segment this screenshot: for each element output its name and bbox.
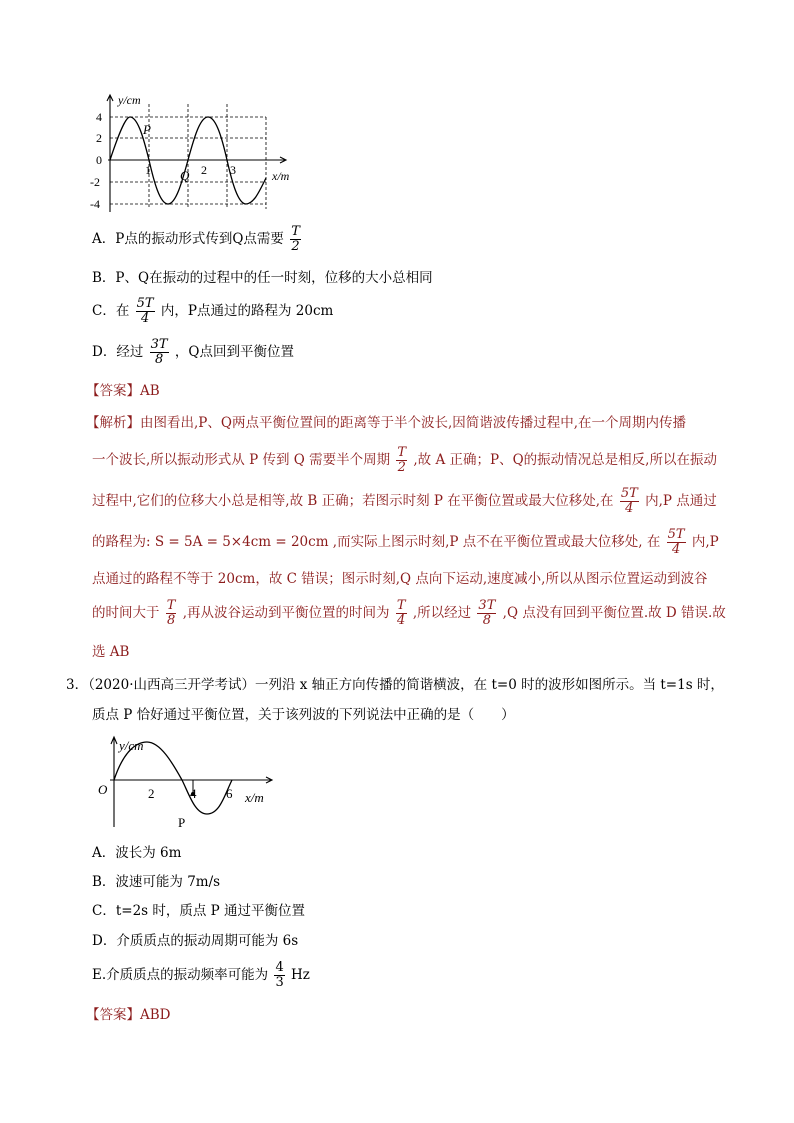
analysis-fraction: [166, 599, 177, 628]
fraction-numerator: 5T: [136, 296, 154, 311]
fraction-numerator: 5T: [667, 527, 685, 542]
q2-analysis-line-5: [92, 569, 707, 589]
q2-option-a-fraction: [290, 225, 301, 254]
q2-option-c-fraction: [136, 297, 155, 326]
q3-point-p: P: [178, 815, 186, 830]
q3-option-e-fraction: [274, 961, 284, 990]
fraction-denominator: 8: [166, 613, 176, 628]
q2-option-b-text: B．P、Q在振动的过程中的任一时刻，位移的大小总相同: [92, 270, 433, 286]
analysis-text: 一个波长,所以振动形式从 P 传到 Q 需要半个周期: [92, 452, 391, 468]
q2-option-d-fraction: [150, 338, 169, 367]
fraction-denominator: 8: [482, 613, 492, 628]
fraction-denominator: 2: [291, 239, 300, 254]
q2-ytick-neg2: -2: [90, 175, 100, 189]
analysis-text: 内,P 点通过: [645, 493, 717, 509]
q2-analysis-line-6: [92, 599, 726, 628]
q3-wave-graph: [92, 732, 292, 832]
q3-option-e-pre: E.介质质点的振动频率可能为: [92, 967, 269, 983]
fraction-numerator: 3T: [478, 598, 496, 613]
analysis-fraction: [477, 599, 496, 628]
q3-stem-line-1: [66, 675, 724, 695]
analysis-text: ,Q 点没有回到平衡位置.故 D 错误.故: [502, 605, 726, 621]
q2-analysis-line-4: [92, 528, 719, 557]
analysis-text: 的路程为: S = 5A = 5×4cm = 20cm ,而实际上图示时刻,P 点不在平衡位置或最大位移处, 在: [92, 534, 661, 550]
q2-option-c-pre: C．在: [92, 303, 130, 319]
q2-xtick-2: 2: [201, 163, 207, 177]
analysis-fraction: [667, 528, 686, 557]
q2-ytick-0: 0: [96, 153, 102, 167]
fraction-denominator: 4: [671, 542, 681, 557]
fraction-numerator: T: [397, 445, 407, 460]
q3-option-d: D．介质质点的振动周期可能为 6s: [92, 933, 299, 949]
q2-analysis-line-2: [92, 446, 717, 475]
fraction-denominator: 4: [397, 613, 406, 628]
analysis-text: 内,P: [691, 534, 719, 550]
q2-point-p: P: [143, 122, 151, 137]
q2-option-c: [92, 297, 333, 326]
fraction-denominator: 3: [275, 975, 284, 990]
q3-xtick-6: 6: [226, 786, 233, 801]
q2-wave-graph: [88, 90, 308, 215]
q3-option-e-post: Hz: [291, 967, 310, 983]
analysis-fraction: [396, 599, 407, 628]
q2-analysis-line-1: [86, 413, 686, 433]
q3-option-a: A．波长为 6m: [92, 845, 182, 861]
fraction-numerator: T: [396, 598, 406, 613]
q3-stem-text: 3．（2020·山西高三开学考试）一列沿 x 轴正方向传播的简谐横波，在 t=0 时的波形如图所示。当 t=1s 时，: [66, 677, 724, 693]
analysis-text: 点通过的路程不等于 20cm，故 C 错误；图示时刻,Q 点向下运动,速度减小,所以从图示位置运动到波谷: [92, 571, 708, 587]
analysis-text: 的时间大于: [92, 605, 160, 621]
q3-option-c: C．t=2s 时，质点 P 通过平衡位置: [92, 903, 306, 919]
q3-answer: 【答案】ABD: [86, 1007, 171, 1023]
fraction-numerator: T: [291, 224, 300, 239]
q3-xlabel: x/m: [245, 790, 264, 805]
q2-xtick-3: 3: [230, 163, 236, 177]
q3-xtick-2: 2: [148, 786, 155, 801]
q2-option-b: [92, 268, 433, 288]
analysis-text: 过程中,它们的位移大小总是相等,故 B 正确；若图示时刻 P 在平衡位置或最大位移处,在: [92, 493, 614, 509]
q2-point-q: Q: [180, 168, 190, 183]
analysis-text: 选 AB: [92, 644, 130, 660]
fraction-numerator: 5T: [620, 486, 638, 501]
q3-ylabel: y/cm: [119, 738, 144, 753]
q3-option-e: [92, 961, 310, 990]
q2-xlabel: x/m: [272, 169, 290, 183]
q2-analysis-line-7: [92, 642, 129, 662]
analysis-text: ,故 A 正确；P、Q的振动情况总是相反,所以在振动: [413, 452, 717, 468]
q3-stem-text: 质点 P 恰好通过平衡位置，关于该列波的下列说法中正确的是（ ）: [92, 707, 515, 723]
q2-option-a-text: A．P点的振动形式传到Q点需要: [92, 231, 284, 247]
q2-option-d: [92, 338, 294, 367]
q3-option-b: B．波速可能为 7m/s: [92, 874, 221, 890]
q3-stem-line-2: [92, 705, 515, 725]
q2-option-d-post: ，Q点回到平衡位置: [174, 344, 294, 360]
q2-ytick-neg4: -4: [90, 197, 100, 211]
fraction-denominator: 4: [625, 501, 634, 516]
q3-origin: O: [98, 782, 108, 797]
q2-ytick-4: 4: [96, 110, 102, 124]
fraction-denominator: 4: [140, 311, 150, 326]
q2-xtick-1: 1: [145, 163, 151, 177]
q2-option-d-pre: D．经过: [92, 344, 144, 360]
analysis-fraction: [620, 487, 639, 516]
fraction-denominator: 2: [397, 460, 406, 475]
fraction-numerator: 3T: [150, 337, 168, 352]
q2-option-a: [92, 225, 303, 254]
analysis-text: ,所以经过: [412, 605, 472, 621]
analysis-fraction: [396, 446, 407, 475]
q2-ytick-2: 2: [96, 131, 102, 145]
q2-answer: 【答案】AB: [86, 383, 160, 399]
q2-analysis-line-3: [92, 487, 717, 516]
fraction-denominator: 8: [154, 352, 164, 367]
analysis-text: ,再从波谷运动到平衡位置的时间为: [182, 605, 390, 621]
q2-ylabel: y/cm: [118, 93, 141, 107]
q2-option-c-post: 内，P点通过的路程为 20cm: [160, 303, 334, 319]
fraction-numerator: T: [166, 598, 176, 613]
analysis-text: 【解析】由图看出,P、Q两点平衡位置间的距离等于半个波长,因简谐波传播过程中,在一个周期内传播: [86, 415, 687, 431]
q3-xtick-4: 4: [190, 786, 197, 801]
fraction-numerator: 4: [275, 960, 284, 975]
